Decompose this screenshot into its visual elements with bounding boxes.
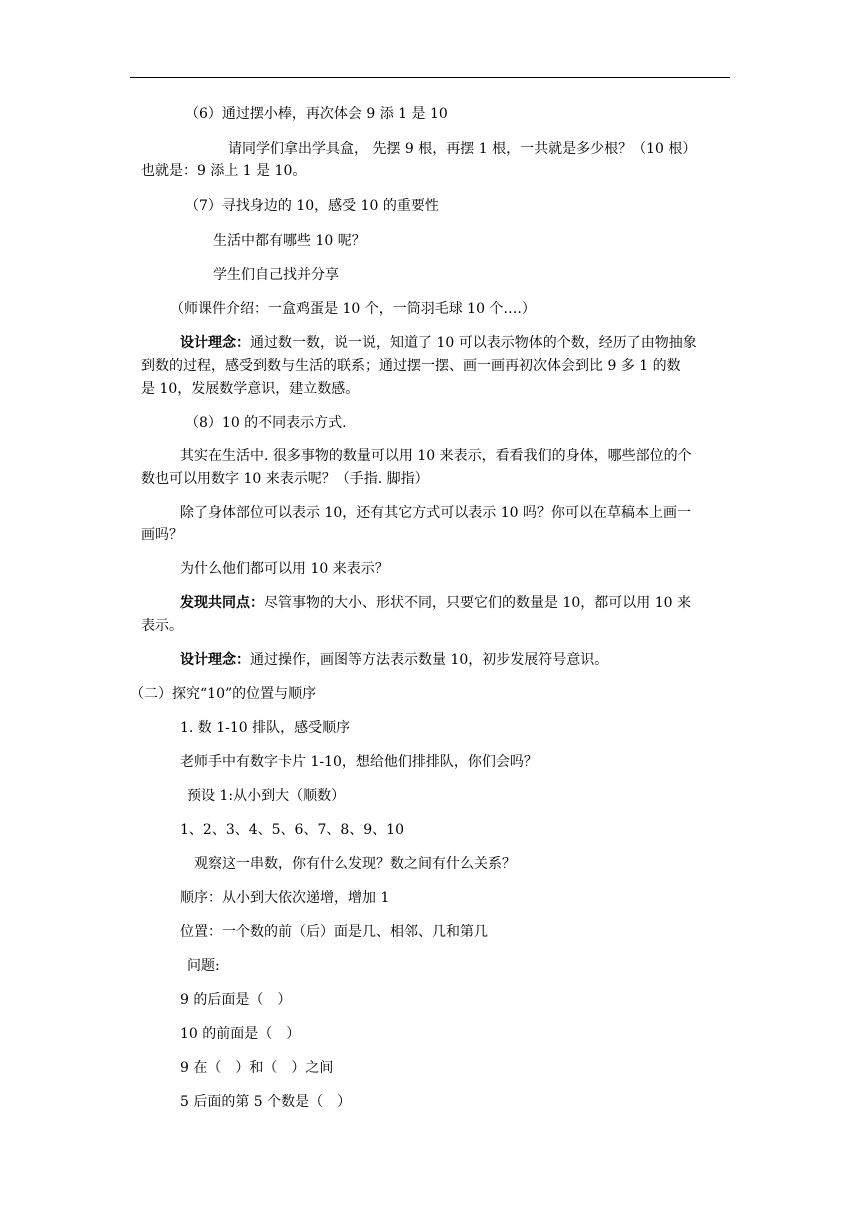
line-24: 1、2、3、4、5、6、7、8、9、10	[180, 822, 404, 838]
line-12: 其实在生活中. 很多事物的数量可以用 10 来表示，看看我们的身体，哪些部位的个	[180, 448, 692, 464]
line-7: （师课件介绍：一盒鸡蛋是 10 个，一筒羽毛球 10 个….）	[170, 301, 536, 317]
design-concept-label-2: 设计理念：	[180, 652, 250, 668]
line-1: （6）通过摆小棒，再次体会 9 添 1 是 10	[185, 106, 448, 122]
design-concept-1: 设计理念：通过数一数，说一说，知道了 10 可以表示物体的个数，经历了由物抽象	[180, 335, 697, 351]
common-point: 发现共同点：尽管事物的大小、形状不同，只要它们的数量是 10，都可以用 10 来	[180, 595, 691, 611]
line-23: 预设 1:从小到大（顺数）	[187, 788, 346, 804]
line-22: 老师手中有数字卡片 1-10，想给他们排排队，你们会吗？	[180, 754, 538, 770]
question-4: 5 后面的第 5 个数是（ ）	[180, 1094, 352, 1110]
common-point-label: 发现共同点：	[180, 595, 264, 611]
line-25: 观察这一串数，你有什么发现？数之间有什么关系？	[194, 856, 516, 872]
line-26: 顺序：从小到大依次递增，增加 1	[180, 890, 390, 906]
line-27: 位置：一个数的前（后）面是几、相邻、几和第几	[180, 924, 488, 940]
line-15: 画吗？	[141, 527, 183, 543]
line-6: 学生们自己找并分享	[213, 267, 339, 283]
line-9: 到数的过程，感受到数与生活的联系；通过摆一摆、画一画再初次体会到比 9 多 1 的数	[141, 358, 681, 374]
line-4: （7）寻找身边的 10，感受 10 的重要性	[185, 198, 439, 214]
line-3: 也就是：9 添上 1 是 10。	[141, 163, 307, 179]
question-3: 9 在（ ）和（ ）之间	[180, 1060, 334, 1076]
design-concept-2: 设计理念：通过操作，画图等方法表示数量 10，初步发展符号意识。	[180, 652, 609, 668]
line-16: 为什么他们都可以用 10 来表示？	[180, 561, 389, 577]
header-rule	[130, 77, 730, 78]
line-18: 表示。	[141, 618, 183, 634]
design-concept-label: 设计理念：	[180, 335, 250, 351]
line-21: 1. 数 1-10 排队，感受顺序	[180, 720, 351, 736]
question-1: 9 的后面是（ ）	[180, 992, 292, 1008]
line-5: 生活中都有哪些 10 呢？	[213, 233, 366, 249]
question-2: 10 的前面是（ ）	[180, 1026, 301, 1042]
line-14: 除了身体部位可以表示 10，还有其它方式可以表示 10 吗？你可以在草稿本上画一	[180, 505, 691, 521]
line-10: 是 10，发展数学意识，建立数感。	[141, 381, 360, 397]
line-2: 请同学们拿出学具盒， 先摆 9 根，再摆 1 根，一共就是多少根？（10 根）	[228, 141, 697, 157]
line-13: 数也可以用数字 10 来表示呢？（手指. 脚指）	[141, 471, 429, 487]
line-28: 问题:	[187, 958, 220, 974]
line-11: （8）10 的不同表示方式.	[185, 415, 347, 431]
section-heading: （二）探究“10”的位置与顺序	[130, 686, 317, 702]
